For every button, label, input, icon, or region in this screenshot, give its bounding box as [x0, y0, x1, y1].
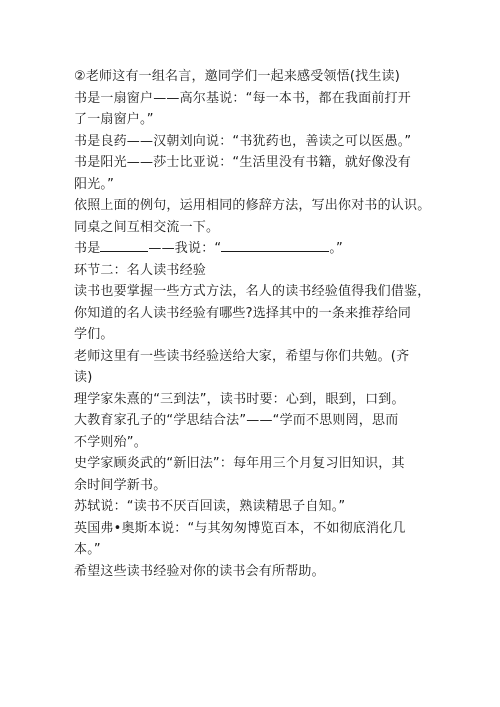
text-line: 读) — [74, 370, 93, 385]
fill-in-blank — [221, 239, 329, 252]
text-line: 书是一扇窗户——高尔基说：“每一本书，都在我面前打开 — [74, 90, 411, 106]
text-line: 大教育家孔子的“学思结合法”——“学而不思则罔，思而 — [74, 413, 399, 428]
fill-in-line — [74, 238, 446, 260]
text-line: 同桌之间互相交流一下。 — [74, 219, 220, 235]
text-line: 英国弗•奥斯本说：“与其匆匆博览百本，不如彻底消化几 — [74, 520, 406, 536]
text-line: 理学家朱熹的“三到法”，读书时要：心到，眼到，口到。 — [74, 391, 405, 407]
fill-in-blank — [100, 239, 148, 252]
document-body — [74, 66, 446, 582]
text-line: 了一扇窗户。” — [74, 112, 154, 127]
text-line: 余时间学新书。 — [74, 477, 167, 493]
text-line: 阳光。” — [74, 176, 115, 192]
fill-in-prefix: 书是 — [74, 241, 101, 256]
text-line: 老师这里有一些读书经验送给大家，希望与你们共勉。(齐 — [74, 348, 410, 364]
section-heading: 环节二：名人读书经验 — [74, 262, 207, 278]
text-line: 希望这些读书经验对你的读书会有所帮助。 — [74, 563, 325, 579]
text-line: 苏轼说：“读书不厌百回读，熟读精思子自知。” — [74, 499, 346, 514]
text-line: ②老师这有一组名言，邀同学们一起来感受领悟(找生读) — [74, 69, 400, 84]
text-line: 学们。 — [74, 327, 114, 342]
text-line: 史学家顾炎武的“新旧法”：每年用三个月复习旧知识，其 — [74, 456, 405, 471]
text-line: 依照上面的例句，运用相同的修辞方法，写出你对书的认识。 — [74, 198, 431, 213]
text-line: 本。” — [74, 542, 101, 557]
text-line: 你知道的名人读书经验有哪些?选择其中的一条来推荐给同 — [74, 305, 412, 321]
fill-in-suffix: 。” — [329, 241, 343, 256]
text-line: 读书也要掌握一些方式方法，名人的读书经验值得我们借鉴， — [74, 284, 431, 299]
text-line: 书是阳光——莎士比亚说：“生活里没有书籍，就好像没有 — [74, 155, 411, 170]
fill-in-middle: ——我说：“ — [148, 241, 222, 256]
text-line: 书是良药——汉朝刘向说：“书犹药也，善读之可以医愚。” — [74, 133, 412, 149]
text-line: 不学则殆”。 — [74, 434, 147, 450]
